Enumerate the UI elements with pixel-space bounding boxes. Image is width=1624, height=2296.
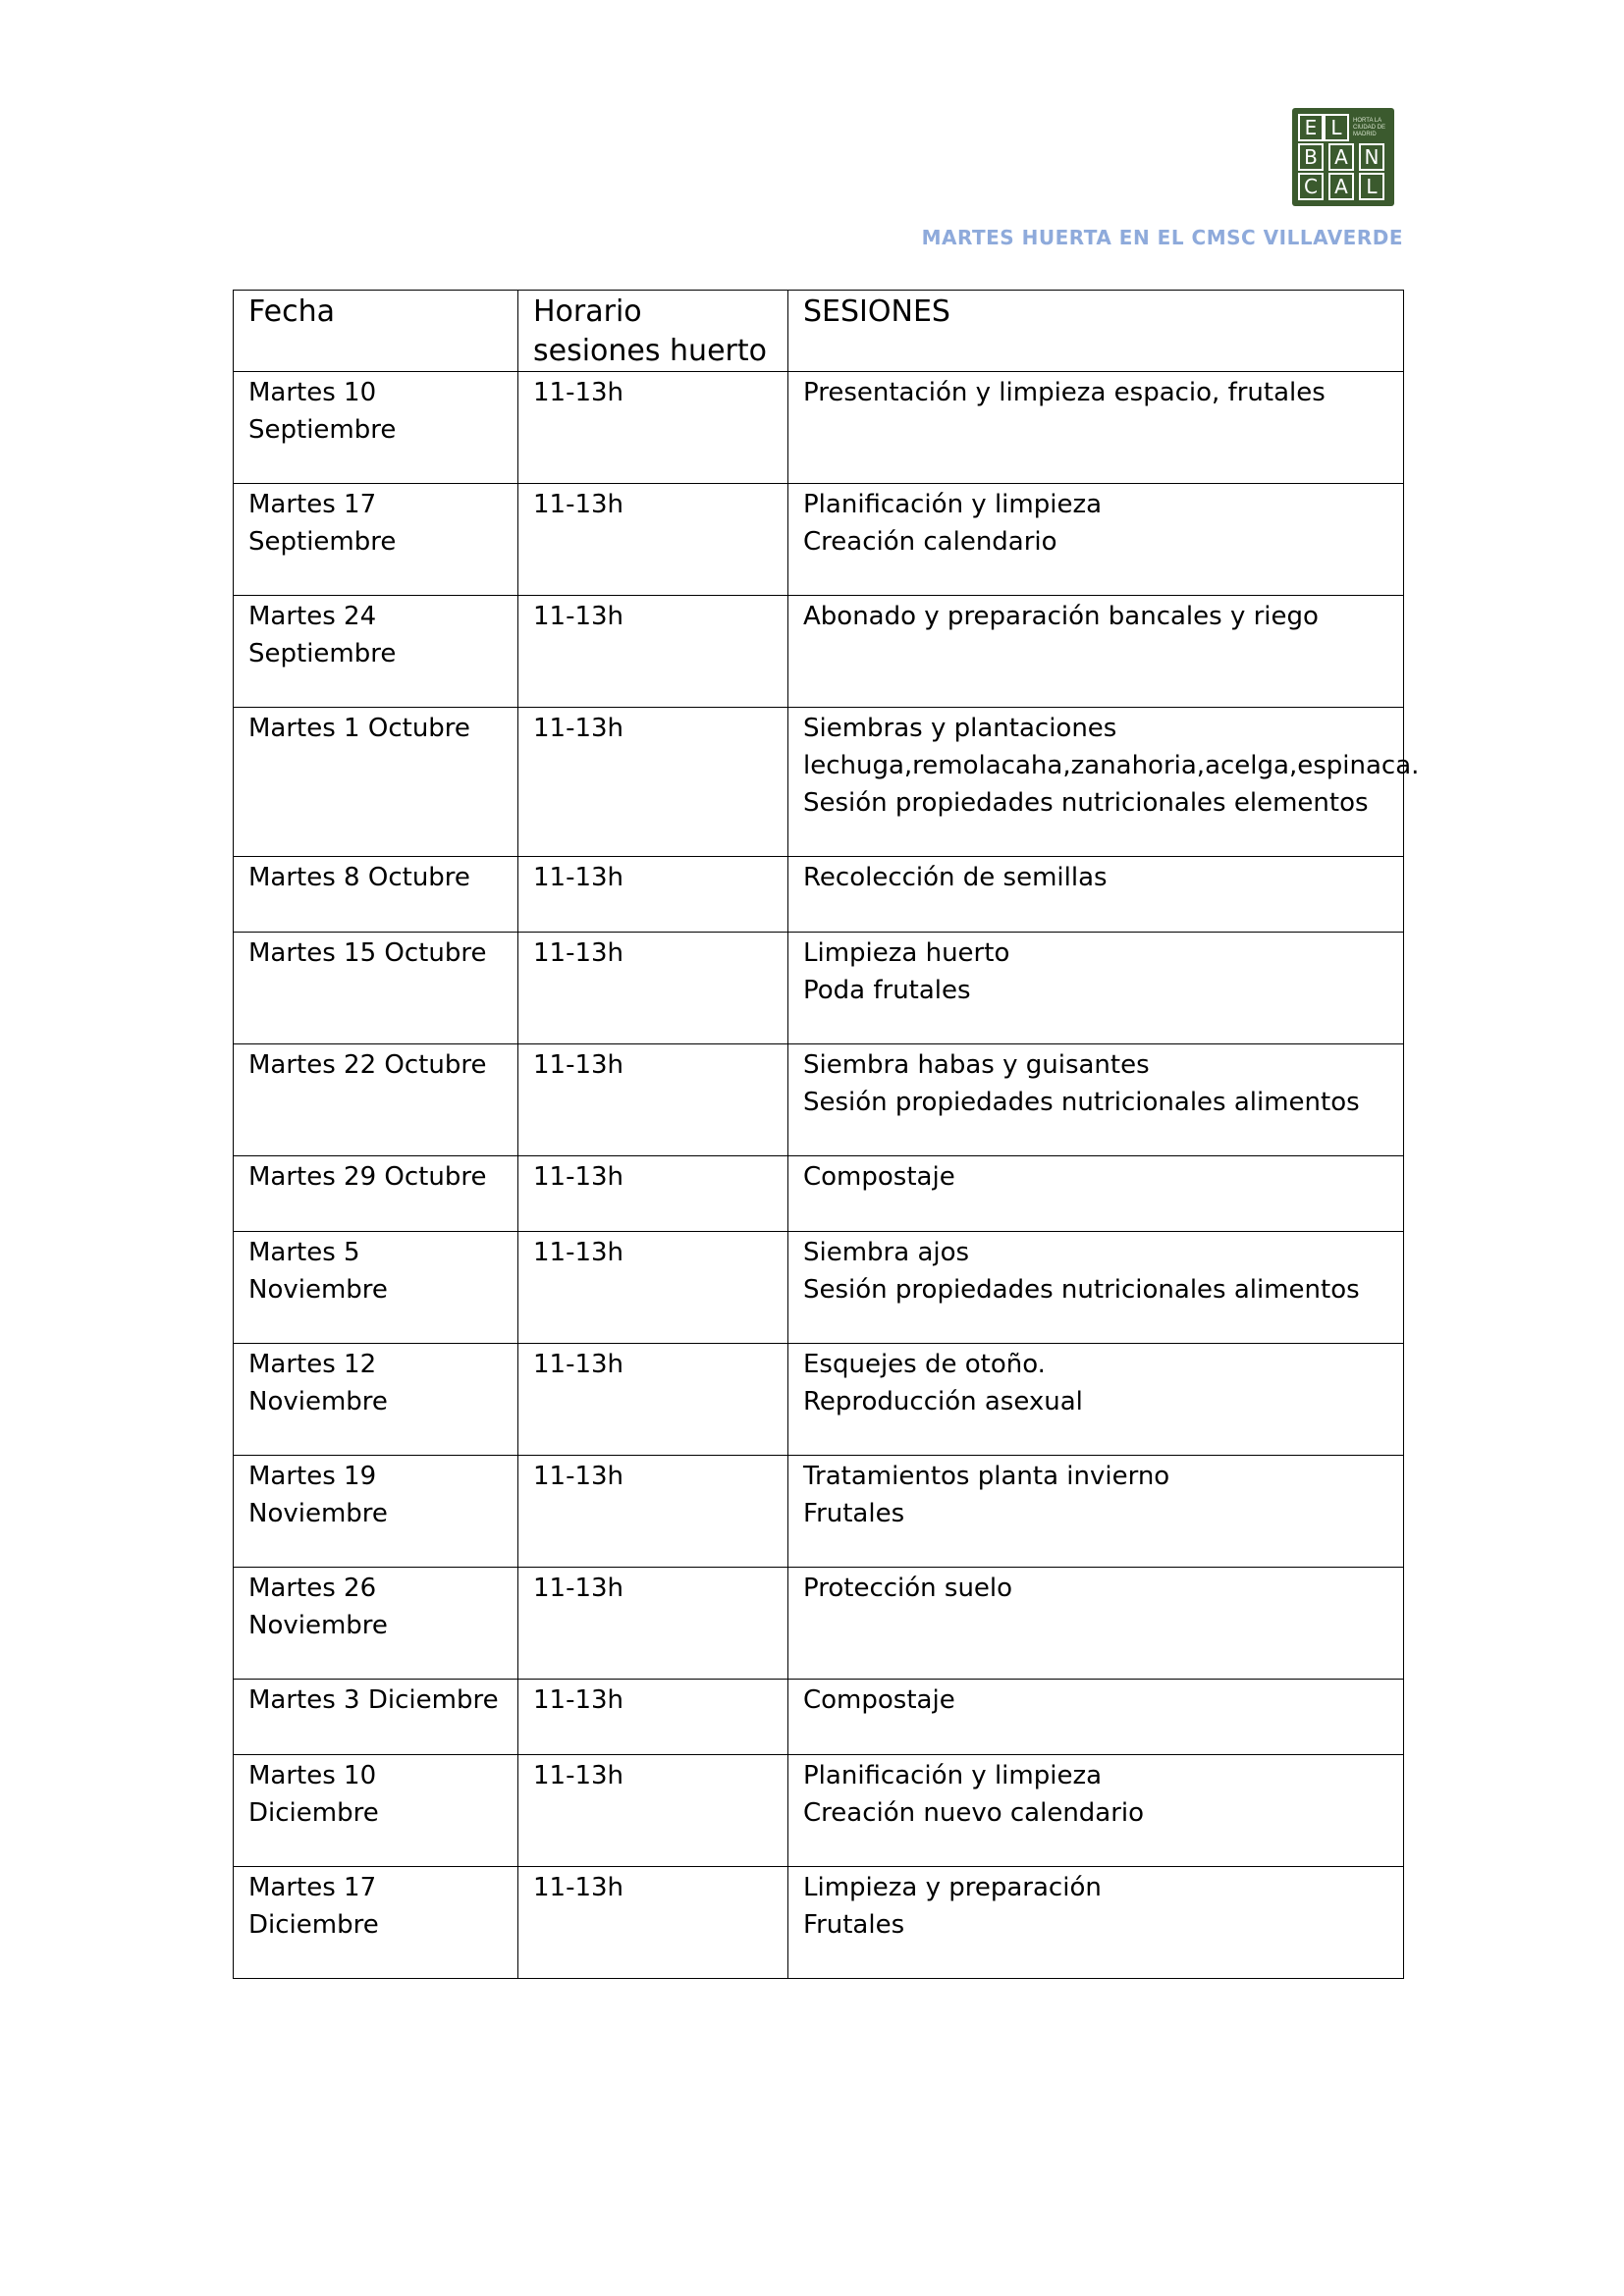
table-row [234,1680,1404,1755]
cell-fecha: Martes 3 Diciembre [234,1680,518,1755]
cell-sesiones: Abonado y preparación bancales y riego [788,596,1404,708]
table-row [234,596,1404,708]
page-header-title: MARTES HUERTA EN EL CMSC VILLAVERDE [921,226,1403,249]
cell-horario: 11-13h [518,1044,788,1156]
logo-letter: L [1324,114,1349,141]
cell-fecha: Martes 1 Octubre [234,708,518,857]
cell-sesiones: Esquejes de otoño. Reproducción asexual [788,1344,1404,1456]
cell-horario: 11-13h [518,1680,788,1755]
cell-horario: 11-13h [518,1344,788,1456]
cell-fecha: Martes 29 Octubre [234,1156,518,1232]
table-row [234,1755,1404,1867]
table-row [234,1568,1404,1680]
cell-sesiones: Planificación y limpieza Creación calendario [788,484,1404,596]
logo-letter: B [1298,143,1324,171]
column-header-fecha: Fecha [234,291,518,372]
cell-horario: 11-13h [518,1456,788,1568]
cell-horario: 11-13h [518,596,788,708]
cell-sesiones: Siembra habas y guisantes Sesión propiedades nutricionales alimentos [788,1044,1404,1156]
logo-letter: C [1298,173,1324,200]
table-header-row [234,291,1404,372]
cell-fecha: Martes 10 Diciembre [234,1755,518,1867]
cell-fecha: Martes 19 Noviembre [234,1456,518,1568]
cell-fecha: Martes 8 Octubre [234,857,518,933]
cell-horario: 11-13h [518,1568,788,1680]
cell-horario: 11-13h [518,372,788,484]
cell-horario: 11-13h [518,1232,788,1344]
cell-sesiones: Compostaje [788,1156,1404,1232]
table-row [234,933,1404,1044]
cell-fecha: Martes 5 Noviembre [234,1232,518,1344]
cell-horario: 11-13h [518,857,788,933]
cell-sesiones: Presentación y limpieza espacio, frutales [788,372,1404,484]
logo-letter: E [1298,114,1324,141]
cell-fecha: Martes 22 Octubre [234,1044,518,1156]
cell-fecha: Martes 12 Noviembre [234,1344,518,1456]
cell-sesiones: Planificación y limpieza Creación nuevo calendario [788,1755,1404,1867]
table-row [234,372,1404,484]
logo-letter: A [1328,143,1354,171]
schedule-table [233,290,1420,1979]
cell-fecha: Martes 10 Septiembre [234,372,518,484]
cell-sesiones: Protección suelo [788,1568,1404,1680]
table-row [234,708,1404,857]
table-row [234,857,1404,933]
cell-sesiones: Tratamientos planta invierno Frutales [788,1456,1404,1568]
cell-horario: 11-13h [518,1867,788,1979]
cell-fecha: Martes 17 Diciembre [234,1867,518,1979]
table-row [234,1156,1404,1232]
column-header-horario: Horario sesiones huerto [518,291,788,372]
cell-sesiones: Siembras y plantaciones lechuga,remolacaha,zanahoria,acelga,espinaca. Sesión propiedades nutricionales elementos [788,708,1404,857]
el-bancal-logo [1292,108,1394,206]
cell-fecha: Martes 15 Octubre [234,933,518,1044]
table-row [234,1232,1404,1344]
cell-fecha: Martes 24 Septiembre [234,596,518,708]
cell-horario: 11-13h [518,1156,788,1232]
logo-letter: L [1359,173,1384,200]
logo-tagline: HORTA LA CIUDAD DE MADRID [1353,118,1386,137]
cell-sesiones: Recolección de semillas [788,857,1404,933]
cell-sesiones: Compostaje [788,1680,1404,1755]
cell-sesiones: Limpieza y preparación Frutales [788,1867,1404,1979]
column-header-sesiones: SESIONES [788,291,1404,372]
cell-sesiones: Siembra ajos Sesión propiedades nutricionales alimentos [788,1232,1404,1344]
cell-horario: 11-13h [518,708,788,857]
cell-fecha: Martes 17 Septiembre [234,484,518,596]
table-row [234,1344,1404,1456]
logo-letter: A [1328,173,1354,200]
cell-horario: 11-13h [518,484,788,596]
logo-letter: N [1359,143,1384,171]
table-row [234,1456,1404,1568]
table-row [234,1867,1404,1979]
cell-fecha: Martes 26 Noviembre [234,1568,518,1680]
cell-sesiones: Limpieza huerto Poda frutales [788,933,1404,1044]
cell-horario: 11-13h [518,933,788,1044]
table-row [234,484,1404,596]
table-row [234,1044,1404,1156]
cell-horario: 11-13h [518,1755,788,1867]
